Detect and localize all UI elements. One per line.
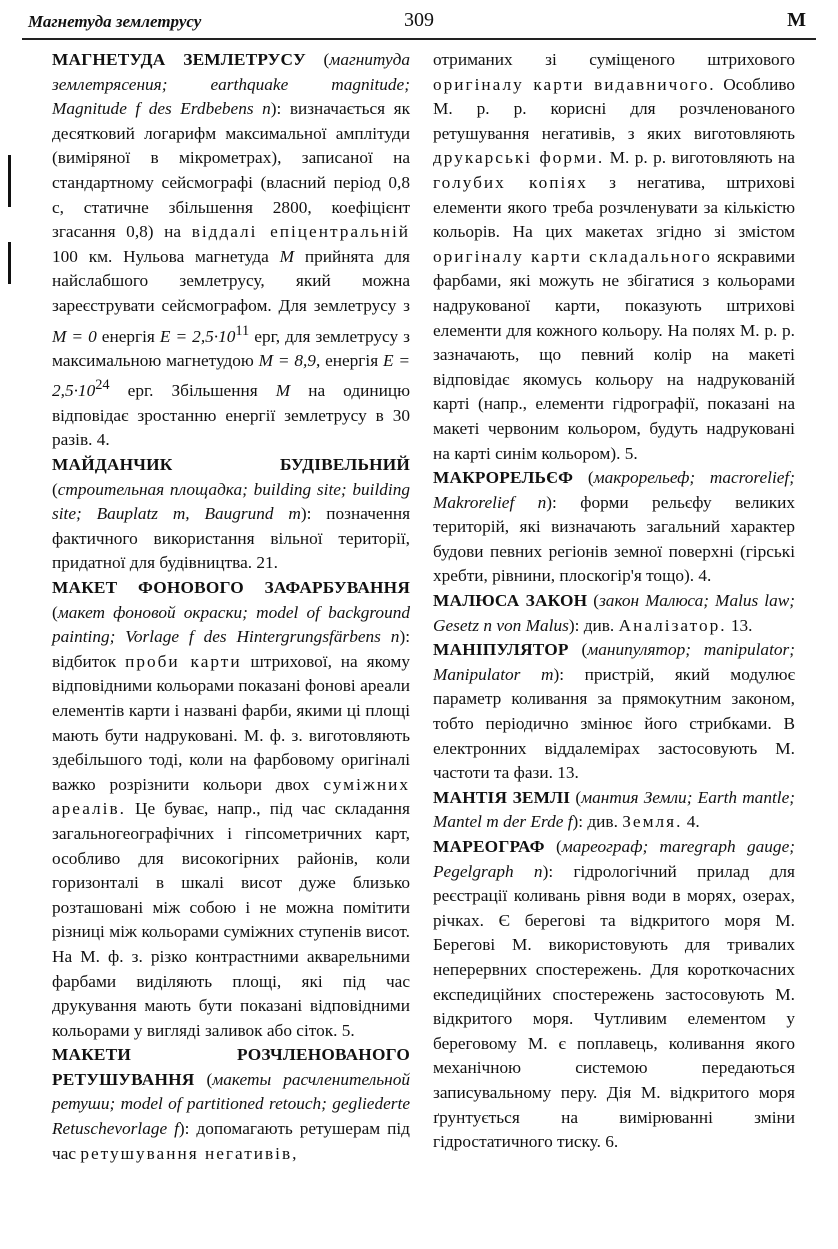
formula-variable: M	[279, 246, 295, 266]
entry-text: форми рельєфу великих територій, які визначають загальний характер будови певних регіонів земної поверхні (гірські хребти, рівнини, плоскогір'я тощо). 4.	[433, 492, 795, 586]
cross-reference: Аналізатор.	[618, 615, 727, 635]
entry-text: позначення фактичного використання вільної території, придатної для будівництва. 21.	[52, 504, 411, 573]
cross-reference: оригіналу карти видавничого.	[433, 74, 716, 94]
entry-malyusa: МАЛЮСА ЗАКОН (закон Малюса; Malus law; Gesetz n von Malus): див. Аналізатор. 13.	[433, 591, 796, 635]
entry-term: МАКЕТИ РОЗЧЛЕНОВАНОГО РЕТУШУВАННЯ	[52, 1045, 410, 1089]
cross-reference: віддалі епіцентральній	[191, 222, 411, 242]
formula: M = 8,9	[258, 350, 316, 370]
entry-makety-continued	[433, 48, 795, 466]
entry-term: МАКЕТ ФОНОВОГО ЗАФАРБУВАННЯ	[52, 578, 410, 597]
formula: E = 2,5·10	[159, 326, 236, 346]
entry-text: ерг. Збільшення	[127, 381, 258, 401]
entry-text: відбиток	[52, 651, 117, 671]
entry-term: МАГНЕТУДА ЗЕМЛЕТРУСУ	[52, 50, 306, 69]
cross-reference: друкарські форми.	[433, 148, 605, 168]
entry-translations: строительная площадка; building site; building site; Bauplatz m, Baugrund m	[52, 479, 410, 524]
entry-text: гідрологічний прилад для реєстрації коливань рівня води в морях, озерах, річках. Є берегові та відкритого моря М. Берегові М. використовують для тривалих неперервних спостережень. Для короткочасних експедиційних спостережень застосовують М. відкритого моря. Чутливим елементом у береговому М. є поплавець, коливання якого механічною системою передаються записувальному перу. Дія М. відкритого моря ґрунтується на вимірюванні зміни гідростатичного тиску. 6.	[433, 861, 795, 1152]
entry-text: визначається як десятковий логарифм максимальної амплітуди (виміряної в мікрометрах), записаної на стандартному сейсмографі (власний період 0,8 с, статичне збільшення 2800, коефіцієнт згасання 0,8) на	[52, 99, 410, 242]
left-column	[52, 48, 410, 1166]
entry-text: М. р. р. виготовляють на	[609, 148, 795, 168]
entry-text: штрихової, на якому відповідними кольорами показані фонові ареали елементів карти і названі фарби, якими ці площі мають бути надруковані. М. ф. з. виготовляють здебільшого тоді, коли на фарбовому оригіналі важко розрізнити кольори двох	[52, 651, 410, 794]
entry-text: яскравими фарбами, які можуть не збігатися з кольорами надрукованої карти, показують штрихові елементи для кожного кольору. На полях М. р. р. зазначають, що певний колір на макеті відповідає якомусь кольору на надрукованій карті (напр., елементи гідрографії, показані на макеті червоним кольором, будуть надруковані на карті синім кольором). 5.	[433, 246, 795, 463]
entry-term: МАНТІЯ ЗЕМЛІ	[433, 787, 571, 807]
formula: E = 2,5·10	[52, 350, 410, 401]
cross-reference: голубих копіях	[433, 172, 588, 192]
entry-text: див.	[587, 812, 618, 832]
entry-term: МАКРОРЕЛЬЄФ	[433, 468, 574, 488]
entry-text: Особливо М. р. р. корисні для розчленованого ретушування негативів, з яких виготовляють	[433, 74, 796, 143]
entry-text: див.	[583, 615, 615, 635]
formula-exponent: 24	[95, 377, 110, 394]
entry-translations: макеты расчленительной ретуши; model of partitioned retouch; gegliederte Retuschevorlage f	[52, 1069, 410, 1139]
entry-term: МАРЕОГРАФ	[433, 837, 545, 856]
formula-variable: M	[275, 381, 291, 401]
entry-text: з негатива, штрихові елементи якого треба розчленувати за кількістю кольорів. На цих макетах згідно зі змістом	[433, 172, 796, 242]
page-number: 309	[404, 9, 434, 31]
entry-mantiya: МАНТІЯ ЗЕМЛІ (мантия Земли; Earth mantle; Mantel m der Erde f): див. Земля. 4.	[433, 787, 795, 832]
entry-text: Це буває, напр., під час складання загальногеографічних і гіпсометричних карт, особливо для високогірних районів, коли горизонталі в шкалі висот дуже близько розташовані між собою і не можна помітити різниці між кольорами суміжних ступенів висот. На М. ф. з. різко контрастними акварельними фарбами виділяють площі, які під час друкування мають бути показані відповідними кольорами у вигляді заливок або сіток. 5.	[52, 799, 410, 1040]
margin-mark-2	[8, 242, 11, 284]
entry-text: енергія	[325, 350, 379, 370]
entry-text: отриманих зі суміщеного штрихового	[433, 50, 795, 69]
entry-text: допомагають ретушерам під час	[52, 1119, 410, 1163]
entry-translations: магнитуда землетрясения; earthquake magnitude; Magnitude f des Erdbebens n	[52, 50, 410, 119]
entry-text: 4.	[686, 812, 700, 832]
entry-translations: мареограф; maregraph gauge; Pegelgraph n	[433, 837, 795, 881]
cross-reference: суміжних ареалів.	[52, 774, 410, 819]
page-header	[22, 8, 816, 40]
entry-translations: закон Малюса; Malus law; Gesetz n von Malus	[433, 591, 796, 635]
section-letter: М	[787, 9, 806, 31]
cross-reference: оригіналу карти складального	[433, 246, 712, 266]
margin-mark-1	[8, 155, 11, 207]
running-title: Магнетуда землетрусу	[28, 12, 202, 31]
entry-magnetuda: МАГНЕТУДА ЗЕМЛЕТРУСУ (магнитуда землетрясения; earthquake magnitude; Magnitude f des Erdbebens n): визначається як десятковий логарифм максимальної амплітуди (виміряної в мікрометрах), записаної на стандартному сейсмографі (власний період 0,8 с, статичне збільшення 2800, коефіцієнт згасання 0,8) на віддалі епіцентральній 100 км. Нульова магнетуда M прийнята для найслабшого землетрусу, який можна зареєструвати сейсмографом. Для землетрусу з M = 0 енергія $E = 2,5\cdot 10^{11}$ ерг, для землетрусу з максимальною магнетудою M = 8,9, енергія $E = 2,5\cdot 10^{24}$ ерг. Збільшення M на одиницю відповідає зростанню енергії землетрусу в 30 разів. 4.	[52, 50, 411, 450]
entry-translations: мантия Земли; Earth mantle; Mantel m der Erde f	[433, 787, 795, 832]
entry-manipulyator: МАНІПУЛЯТОР (манипулятор; manipulator; Manipulator m): пристрій, який модулює параметр коливання за прямокутним законом, тобто періодично змінює його стрибками. В електронних віддалемірах застосовують М. частоти та фази. 13.	[433, 640, 796, 783]
right-column	[433, 48, 795, 1155]
entry-makrorelief: МАКРОРЕЛЬЄФ (макрорельеф; macrorelief; Makrorelief n): форми рельєфу великих територій, які визначають загальний характер будови певних регіонів земної поверхні (гірські хребти, рівнини, плоскогір'я тощо). 4.	[433, 468, 795, 586]
formula: M = 0	[52, 326, 97, 346]
entry-text: 13.	[730, 615, 753, 635]
entry-text: 100 км. Нульова магнетуда	[52, 246, 269, 266]
entry-maidanchyk: МАЙДАНЧИК БУДІВЕЛЬНИЙ (строительная площадка; building site; building site; Bauplatz m, Baugrund m): позначення фактичного використання вільної території, придатної для будівництва. 21.	[52, 455, 411, 573]
entry-maket-fonovoho: МАКЕТ ФОНОВОГО ЗАФАРБУВАННЯ (макет фоновой окраски; model of background painting; Vorlage f des Hintergrungsfärbens n): відбиток проби карти штрихової, на якому відповідними кольорами показані фонові ареали елементів карти і названі фарби, якими ці площі мають бути надруковані. М. ф. з. виготовляють здебільшого тоді, коли на фарбовому оригіналі важко розрізнити кольори двох суміжних ареалів. Це буває, напр., під час складання загальногеографічних і гіпсометричних карт, особливо для високогірних районів, коли горизонталі в шкалі висот дуже близько розташовані між собою і не можна помітити різниці між кольорами суміжних ступенів висот. На М. ф. з. різко контрастними акварельними фарбами виділяють площі, які під час друкування мають бути показані відповідними кольорами у вигляді заливок або сіток. 5.	[52, 578, 410, 1040]
cross-reference: проби карти	[125, 651, 242, 671]
entry-term: МАЛЮСА ЗАКОН	[433, 591, 588, 611]
entry-text: прийнята для найслабшого землетрусу, який можна зареєструвати сейсмографом. Для землетрусу з	[52, 246, 410, 315]
formula-exponent: 11	[235, 322, 250, 339]
entry-text: пристрій, який модулює параметр коливання за прямокутним законом, тобто періодично змінює його стрибками. В електронних віддалемірах застосовують М. частоти та фази. 13.	[433, 664, 796, 783]
entry-makety-rozchlenovanoho: МАКЕТИ РОЗЧЛЕНОВАНОГО РЕТУШУВАННЯ (макеты расчленительной ретуши; model of partitioned retouch; gegliederte Retuschevorlage f): допомагають ретушерам під час ретушування негативів,	[52, 1045, 410, 1163]
entry-text: ерг, для землетрусу з максимальною магнетудою	[52, 326, 410, 370]
entry-translations: макрорельеф; macrorelief; Makrorelief n	[433, 468, 795, 512]
entry-text: на одиницю відповідає зростанню енергії землетрусу в 30 разів. 4.	[52, 381, 411, 450]
cross-reference: Земля.	[622, 812, 683, 832]
entry-text: енергія	[101, 326, 155, 346]
entry-translations: манипулятор; manipulator; Manipulator m	[433, 640, 795, 684]
entry-translations: макет фоновой окраски; model of background painting; Vorlage f des Hintergrungsfärbens n	[52, 602, 410, 647]
entry-mareohraf: МАРЕОГРАФ (мареограф; maregraph gauge; Pegelgraph n): гідрологічний прилад для реєстрації коливань рівня води в морях, озерах, річках. Є берегові та відкритого моря М. Берегові М. використовують для тривалих неперервних спостережень. Для короткочасних експедиційних спостережень застосовують М. відкритого моря. Чутливим елементом у береговому М. є поплавець, коливання якого механічною системою передаються записувальному перу. Дія М. відкритого моря ґрунтується на вимірюванні зміни гідростатичного тиску. 6.	[433, 837, 795, 1152]
entry-term: МАЙДАНЧИК БУДІВЕЛЬНИЙ	[52, 455, 410, 475]
entry-term: МАНІПУЛЯТОР	[433, 640, 569, 660]
cross-reference: ретушування негативів,	[80, 1143, 299, 1163]
